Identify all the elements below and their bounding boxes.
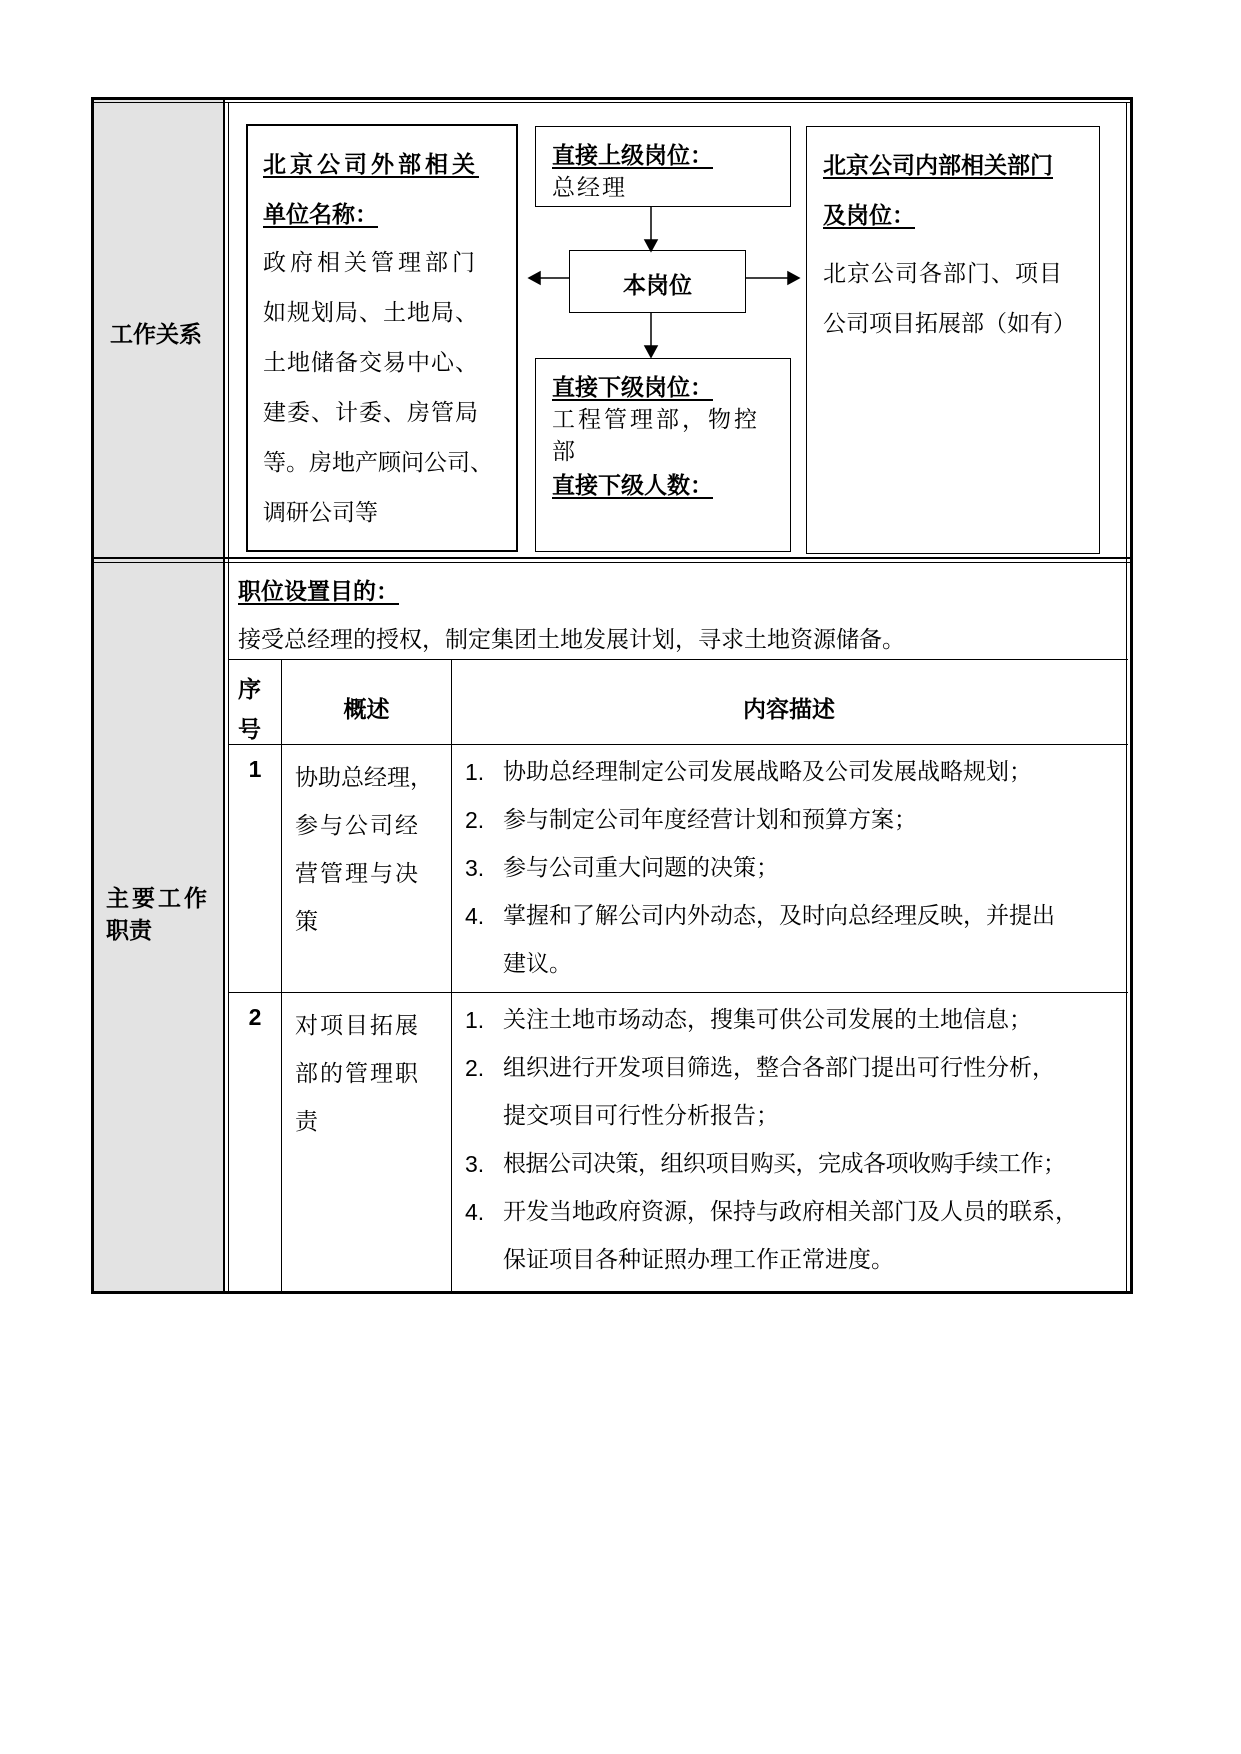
subordinate-count-title: 直接下级人数：	[552, 473, 713, 499]
org-chart-arrows	[0, 0, 1241, 600]
row1-summary-line2: 参与公司经	[295, 813, 420, 839]
list-item	[455, 748, 1127, 796]
external-title-line2: 单位名称：	[263, 202, 378, 228]
list-text: 协助总经理制定公司发展战略及公司发展战略规划；	[503, 759, 1032, 785]
list-number: 1.	[465, 1007, 485, 1033]
header-bottom-line	[228, 744, 1128, 745]
external-line-1: 政府相关管理部门	[263, 250, 479, 276]
external-line-4: 建委、计委、房管局	[263, 400, 479, 426]
list-text: 关注土地市场动态，搜集可供公司发展的土地信息；	[503, 1007, 1032, 1033]
external-line-2: 如规划局、土地局、	[263, 300, 479, 326]
purpose-text: 接受总经理的授权，制定集团土地发展计划，寻求土地资源储备。	[238, 627, 905, 653]
internal-line-1: 北京公司各部门、项目	[823, 261, 1063, 287]
external-line-6: 调研公司等	[263, 500, 378, 526]
list-text: 根据公司决策，组织项目购买，完成各项收购手续工作；	[503, 1151, 1066, 1177]
row1-description-list	[455, 748, 1127, 988]
purpose-title: 职位设置目的：	[238, 579, 399, 605]
header-seq-line2: 号	[238, 717, 261, 743]
internal-title-line1: 北京公司内部相关部门	[823, 153, 1053, 179]
arrow-head-right	[788, 272, 799, 284]
row1-summary-line1: 协助总经理，	[295, 765, 433, 791]
arrow-head-left	[529, 272, 540, 284]
list-number: 2.	[465, 807, 485, 833]
list-text: 参与公司重大问题的决策；	[503, 855, 779, 881]
subordinate-value-line2: 部	[552, 439, 575, 465]
arrow-head-down-2	[645, 346, 657, 357]
current-position-label: 本岗位	[623, 273, 692, 299]
list-text: 开发当地政府资源，保持与政府相关部门及人员的联系，	[503, 1199, 1078, 1225]
external-title-line1: 北京公司外部相关	[263, 152, 479, 178]
list-number: 4.	[465, 903, 485, 929]
list-item	[455, 844, 1127, 892]
header-seq-line1: 序	[238, 677, 261, 703]
arrow-head-down-1	[645, 240, 657, 251]
row1-bottom-line	[228, 992, 1128, 993]
list-number: 1.	[465, 759, 485, 785]
row2-summary-line2: 部的管理职	[295, 1061, 420, 1087]
list-number: 3.	[465, 1151, 485, 1177]
col-divider-summary	[451, 659, 452, 1292]
col-divider-seq	[281, 659, 282, 1292]
list-number: 4.	[465, 1199, 485, 1225]
section-label-work-relations: 工作关系	[110, 322, 202, 348]
list-text: 参与制定公司年度经营计划和预算方案；	[503, 807, 917, 833]
list-item	[455, 796, 1127, 844]
internal-line-2: 公司项目拓展部（如有）	[823, 311, 1076, 337]
header-top-line	[228, 659, 1128, 660]
list-item	[455, 1140, 1127, 1188]
row1-summary-line3: 营管理与决	[295, 861, 420, 887]
list-text-continued: 保证项目各种证照办理工作正常进度。	[503, 1247, 894, 1273]
list-item	[455, 1044, 1127, 1140]
list-item	[455, 1188, 1127, 1284]
row1-seq-number: 1	[248, 756, 262, 782]
row1-summary-line4: 策	[295, 909, 318, 935]
superior-value: 总经理	[552, 175, 627, 201]
header-description: 内容描述	[743, 697, 835, 723]
row2-summary-line3: 责	[295, 1109, 318, 1135]
list-number: 3.	[465, 855, 485, 881]
table-border-bottom	[91, 1291, 1133, 1294]
section-label-duties-line2: 职责	[106, 918, 152, 944]
list-text: 掌握和了解公司内外动态，及时向总经理反映，并提出	[503, 903, 1055, 929]
header-summary: 概述	[343, 697, 390, 723]
superior-title: 直接上级岗位：	[552, 143, 713, 169]
list-text-continued: 建议。	[503, 951, 572, 977]
external-line-5: 等。房地产顾问公司、	[263, 450, 493, 476]
subordinate-value-line1: 工程管理部，物控	[552, 407, 760, 433]
row2-summary-line1: 对项目拓展	[295, 1013, 420, 1039]
subordinate-title: 直接下级岗位：	[552, 375, 713, 401]
list-text-continued: 提交项目可行性分析报告；	[503, 1103, 779, 1129]
list-number: 2.	[465, 1055, 485, 1081]
section-label-duties-line1: 主要工作	[106, 886, 210, 912]
internal-title-line2: 及岗位：	[823, 203, 915, 229]
row2-description-list	[455, 996, 1127, 1284]
row2-seq-number: 2	[248, 1004, 262, 1030]
list-item	[455, 892, 1127, 988]
list-item	[455, 996, 1127, 1044]
list-text: 组织进行开发项目筛选，整合各部门提出可行性分析，	[503, 1055, 1055, 1081]
external-line-3: 土地储备交易中心、	[263, 350, 479, 376]
